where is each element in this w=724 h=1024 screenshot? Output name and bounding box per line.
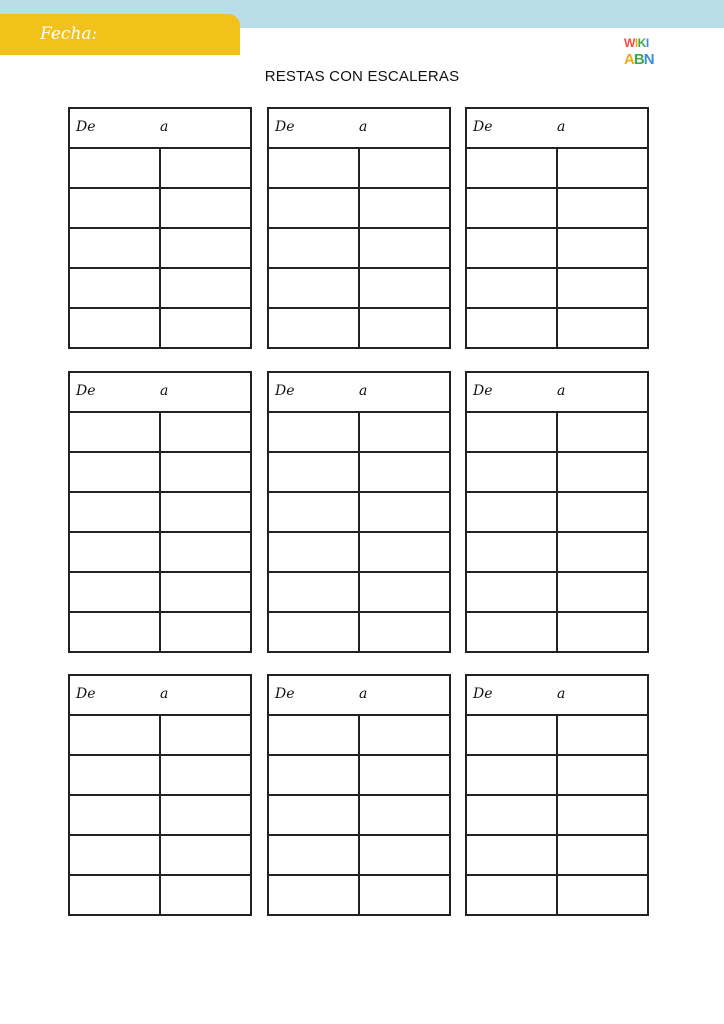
subtrahend-cell[interactable] xyxy=(70,493,159,531)
ladder-row xyxy=(269,533,449,573)
subtrahend-cell[interactable] xyxy=(70,796,159,834)
card-header xyxy=(467,676,647,716)
subtrahend-cell[interactable] xyxy=(70,413,159,451)
subtrahend-cell[interactable] xyxy=(467,149,556,187)
ladder-row xyxy=(269,716,449,756)
result-cell[interactable] xyxy=(556,876,647,914)
date-tab xyxy=(0,14,240,55)
from-label: De xyxy=(76,383,96,399)
from-label: De xyxy=(275,686,295,702)
to-label: a xyxy=(359,119,368,135)
subtrahend-cell[interactable] xyxy=(467,229,556,267)
ladder-row xyxy=(70,533,250,573)
subtrahend-cell[interactable] xyxy=(269,493,358,531)
subtrahend-cell[interactable] xyxy=(467,413,556,451)
to-label: a xyxy=(359,686,368,702)
ladder-row xyxy=(269,796,449,836)
ladder-row xyxy=(467,189,647,229)
ladder-row xyxy=(269,413,449,453)
ladder-row xyxy=(269,613,449,651)
ladder-row xyxy=(70,613,250,651)
subtrahend-cell[interactable] xyxy=(269,876,358,914)
logo-letter: B xyxy=(633,51,644,68)
subtrahend-cell[interactable] xyxy=(269,229,358,267)
subtrahend-cell[interactable] xyxy=(269,836,358,874)
ladder-row xyxy=(70,149,250,189)
result-cell[interactable] xyxy=(358,149,449,187)
result-cell[interactable] xyxy=(159,149,250,187)
result-cell[interactable] xyxy=(159,876,250,914)
ladder-row xyxy=(467,229,647,269)
subtraction-ladder-card xyxy=(465,107,649,349)
subtrahend-cell[interactable] xyxy=(70,189,159,227)
result-cell[interactable] xyxy=(358,453,449,491)
subtrahend-cell[interactable] xyxy=(70,229,159,267)
ladder-row xyxy=(70,229,250,269)
subtrahend-cell[interactable] xyxy=(269,533,358,571)
subtrahend-cell[interactable] xyxy=(70,876,159,914)
subtraction-ladder-card xyxy=(465,371,649,653)
result-cell[interactable] xyxy=(358,836,449,874)
ladder-row xyxy=(70,269,250,309)
result-cell[interactable] xyxy=(358,876,449,914)
ladder-row xyxy=(70,716,250,756)
ladder-row xyxy=(467,796,647,836)
to-label: a xyxy=(160,686,169,702)
result-cell[interactable] xyxy=(556,229,647,267)
subtrahend-cell[interactable] xyxy=(70,836,159,874)
result-cell[interactable] xyxy=(358,269,449,307)
logo-letter: A xyxy=(624,51,634,68)
card-header xyxy=(269,373,449,413)
subtrahend-cell[interactable] xyxy=(269,613,358,651)
from-label: De xyxy=(473,383,493,399)
ladder-row xyxy=(269,453,449,493)
subtrahend-cell[interactable] xyxy=(70,453,159,491)
ladder-row xyxy=(467,876,647,914)
subtrahend-cell[interactable] xyxy=(269,149,358,187)
subtraction-ladder-card xyxy=(465,674,649,916)
ladder-row xyxy=(467,269,647,309)
card-header xyxy=(269,109,449,149)
subtrahend-cell[interactable] xyxy=(269,716,358,754)
ladder-row xyxy=(70,876,250,914)
result-cell[interactable] xyxy=(159,836,250,874)
subtraction-ladder-card xyxy=(267,674,451,916)
subtrahend-cell[interactable] xyxy=(467,573,556,611)
result-cell[interactable] xyxy=(358,796,449,834)
ladder-row xyxy=(467,453,647,493)
ladder-row xyxy=(269,756,449,796)
ladder-row xyxy=(269,309,449,347)
result-cell[interactable] xyxy=(556,756,647,794)
logo-letter: W xyxy=(624,36,635,50)
ladder-row xyxy=(269,149,449,189)
date-label: Fecha: xyxy=(40,24,98,44)
result-cell[interactable] xyxy=(159,269,250,307)
result-cell[interactable] xyxy=(159,309,250,347)
result-cell[interactable] xyxy=(159,533,250,571)
to-label: a xyxy=(557,383,566,399)
ladder-row xyxy=(467,573,647,613)
result-cell[interactable] xyxy=(556,533,647,571)
from-label: De xyxy=(473,119,493,135)
subtrahend-cell[interactable] xyxy=(269,453,358,491)
result-cell[interactable] xyxy=(159,716,250,754)
subtraction-ladder-card xyxy=(267,107,451,349)
subtrahend-cell[interactable] xyxy=(269,756,358,794)
ladder-row xyxy=(70,796,250,836)
result-cell[interactable] xyxy=(556,413,647,451)
result-cell[interactable] xyxy=(159,413,250,451)
subtrahend-cell[interactable] xyxy=(70,269,159,307)
subtraction-ladder-card xyxy=(68,107,252,349)
from-label: De xyxy=(275,119,295,135)
result-cell[interactable] xyxy=(358,493,449,531)
logo-letter: K xyxy=(637,36,646,50)
ladder-row xyxy=(467,493,647,533)
card-header xyxy=(70,109,250,149)
from-label: De xyxy=(76,119,96,135)
subtrahend-cell[interactable] xyxy=(467,756,556,794)
ladder-row xyxy=(70,453,250,493)
ladder-row xyxy=(70,413,250,453)
subtrahend-cell[interactable] xyxy=(467,493,556,531)
to-label: a xyxy=(557,119,566,135)
result-cell[interactable] xyxy=(358,189,449,227)
from-label: De xyxy=(76,686,96,702)
subtraction-ladder-card xyxy=(68,371,252,653)
subtrahend-cell[interactable] xyxy=(467,453,556,491)
subtrahend-cell[interactable] xyxy=(467,716,556,754)
subtrahend-cell[interactable] xyxy=(269,309,358,347)
subtrahend-cell[interactable] xyxy=(269,269,358,307)
subtrahend-cell[interactable] xyxy=(467,836,556,874)
subtraction-ladder-card xyxy=(68,674,252,916)
result-cell[interactable] xyxy=(556,836,647,874)
card-header xyxy=(70,676,250,716)
to-label: a xyxy=(557,686,566,702)
subtrahend-cell[interactable] xyxy=(467,533,556,571)
from-label: De xyxy=(275,383,295,399)
result-cell[interactable] xyxy=(159,573,250,611)
ladder-row xyxy=(467,413,647,453)
ladder-row xyxy=(269,229,449,269)
subtrahend-cell[interactable] xyxy=(269,573,358,611)
ladder-row xyxy=(70,756,250,796)
subtrahend-cell[interactable] xyxy=(70,573,159,611)
subtrahend-cell[interactable] xyxy=(269,413,358,451)
subtraction-ladder-card xyxy=(267,371,451,653)
card-header xyxy=(269,676,449,716)
from-label: De xyxy=(473,686,493,702)
wiki-abn-logo xyxy=(624,35,656,69)
result-cell[interactable] xyxy=(358,309,449,347)
subtrahend-cell[interactable] xyxy=(467,189,556,227)
ladder-row xyxy=(269,269,449,309)
result-cell[interactable] xyxy=(358,413,449,451)
ladder-row xyxy=(269,189,449,229)
ladder-row xyxy=(467,756,647,796)
ladder-row xyxy=(70,493,250,533)
subtrahend-cell[interactable] xyxy=(70,533,159,571)
to-label: a xyxy=(160,383,169,399)
ladder-row xyxy=(269,493,449,533)
subtrahend-cell[interactable] xyxy=(467,269,556,307)
result-cell[interactable] xyxy=(556,149,647,187)
subtrahend-cell[interactable] xyxy=(70,149,159,187)
ladder-row xyxy=(269,573,449,613)
result-cell[interactable] xyxy=(556,309,647,347)
ladder-row xyxy=(467,309,647,347)
logo-letter: N xyxy=(643,51,654,68)
result-cell[interactable] xyxy=(556,716,647,754)
result-cell[interactable] xyxy=(358,716,449,754)
ladder-row xyxy=(269,836,449,876)
ladder-row xyxy=(467,836,647,876)
card-header xyxy=(467,109,647,149)
logo-line-1 xyxy=(624,36,649,50)
worksheet-title: RESTAS CON ESCALERAS xyxy=(264,68,460,85)
ladder-row xyxy=(467,613,647,651)
logo-letter: I xyxy=(634,36,638,50)
result-cell[interactable] xyxy=(556,453,647,491)
result-cell[interactable] xyxy=(159,493,250,531)
ladder-row xyxy=(269,876,449,914)
subtrahend-cell[interactable] xyxy=(467,876,556,914)
result-cell[interactable] xyxy=(159,189,250,227)
ladder-row xyxy=(70,309,250,347)
result-cell[interactable] xyxy=(159,229,250,267)
ladder-row xyxy=(70,836,250,876)
subtrahend-cell[interactable] xyxy=(70,309,159,347)
ladder-row xyxy=(467,149,647,189)
result-cell[interactable] xyxy=(556,493,647,531)
result-cell[interactable] xyxy=(159,756,250,794)
logo-letter: I xyxy=(645,36,649,50)
card-header xyxy=(467,373,647,413)
ladder-row xyxy=(467,716,647,756)
ladder-row xyxy=(70,189,250,229)
subtrahend-cell[interactable] xyxy=(269,189,358,227)
result-cell[interactable] xyxy=(556,796,647,834)
result-cell[interactable] xyxy=(358,573,449,611)
logo-line-2 xyxy=(624,52,656,67)
subtrahend-cell[interactable] xyxy=(467,796,556,834)
subtrahend-cell[interactable] xyxy=(70,613,159,651)
subtrahend-cell[interactable] xyxy=(467,613,556,651)
result-cell[interactable] xyxy=(556,189,647,227)
ladder-row xyxy=(70,573,250,613)
to-label: a xyxy=(160,119,169,135)
result-cell[interactable] xyxy=(159,613,250,651)
result-cell[interactable] xyxy=(556,613,647,651)
subtrahend-cell[interactable] xyxy=(467,309,556,347)
card-header xyxy=(70,373,250,413)
subtrahend-cell[interactable] xyxy=(70,716,159,754)
result-cell[interactable] xyxy=(358,756,449,794)
result-cell[interactable] xyxy=(159,796,250,834)
result-cell[interactable] xyxy=(556,573,647,611)
result-cell[interactable] xyxy=(358,229,449,267)
result-cell[interactable] xyxy=(358,533,449,571)
result-cell[interactable] xyxy=(358,613,449,651)
to-label: a xyxy=(359,383,368,399)
ladder-row xyxy=(467,533,647,573)
result-cell[interactable] xyxy=(159,453,250,491)
subtrahend-cell[interactable] xyxy=(70,756,159,794)
result-cell[interactable] xyxy=(556,269,647,307)
subtrahend-cell[interactable] xyxy=(269,796,358,834)
